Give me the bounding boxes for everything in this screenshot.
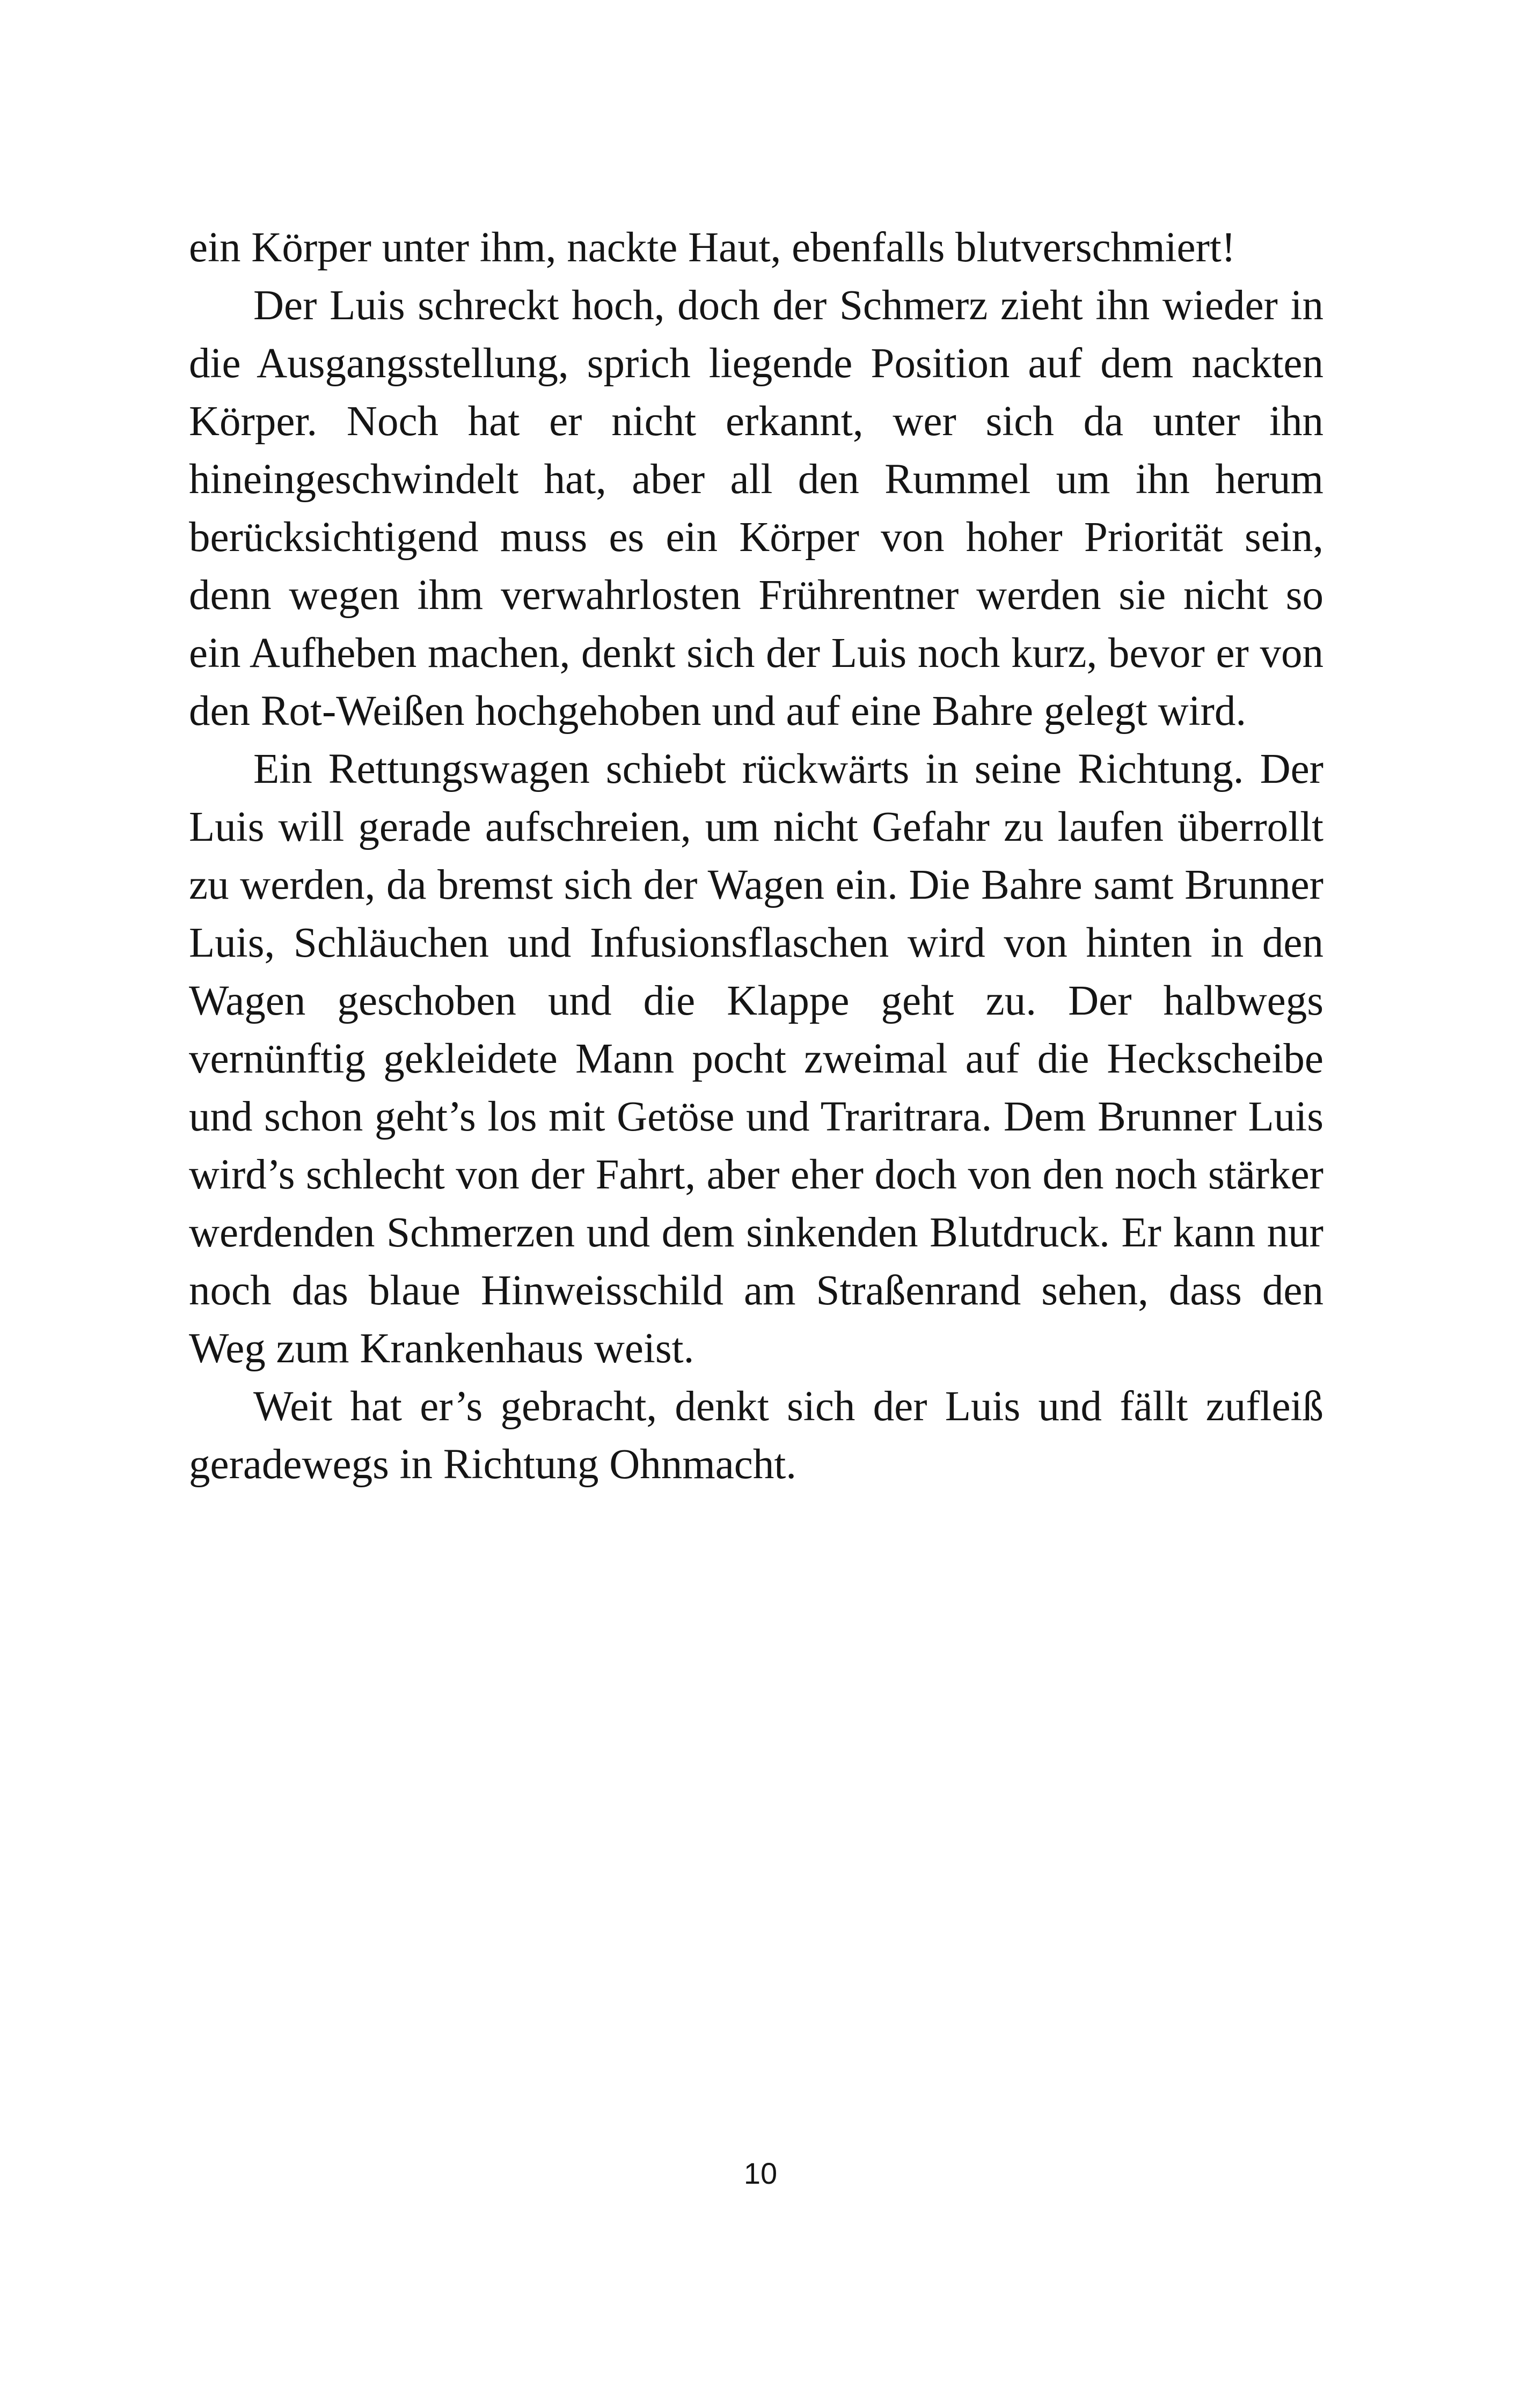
paragraph-continued: ein Körper unter ihm, nackte Haut, ebenfalls blutverschmiert!: [189, 224, 1236, 271]
page-number: 10: [743, 2156, 778, 2190]
paragraph-rettungswagen: Ein Rettungswagen schiebt rückwärts in seine Richtung. Der Luis will gerade aufschreien, um nicht Gefahr zu laufen überrollt zu werden, da bremst sich der Wagen ein. Die Bahre samt Brunner Luis, Schläuchen und Infusionsflaschen wird von hinten in den Wagen geschoben und die Klappe geht zu. Der halbwegs vernünftig gekleidete Mann pocht zweimal auf die Heckscheibe und schon geht’s los mit Getöse und Traritrara. Dem Brunner Luis wird’s schlecht von der Fahrt, aber eher doch von den noch stärker werdenden Schmerzen und dem sinkenden Blutdruck. Er kann nur noch das blaue Hinweisschild am Straßenrand sehen, dass den Weg zum Krankenhaus weist.: [189, 746, 1323, 1372]
paragraph-ohnmacht: Weit hat er’s gebracht, denkt sich der Luis und fällt zufleiß geradewegs in Richtung Ohnmacht.: [189, 1383, 1323, 1488]
paragraph-schmerz: Der Luis schreckt hoch, doch der Schmerz zieht ihn wieder in die Ausgangsstellung, sprich liegende Position auf dem nackten Körper. Noch hat er nicht erkannt, wer sich da unter ihn hineingeschwindelt hat, aber all den Rummel um ihn herum berücksichtigend muss es ein Körper von hoher Priorität sein, denn wegen ihm verwahrlosten Frührentner werden sie nicht so ein Aufheben machen, denkt sich der Luis noch kurz, bevor er von den Rot-Weißen hochgehoben und auf eine Bahre gelegt wird.: [189, 282, 1323, 735]
body-text: [189, 219, 1323, 1494]
